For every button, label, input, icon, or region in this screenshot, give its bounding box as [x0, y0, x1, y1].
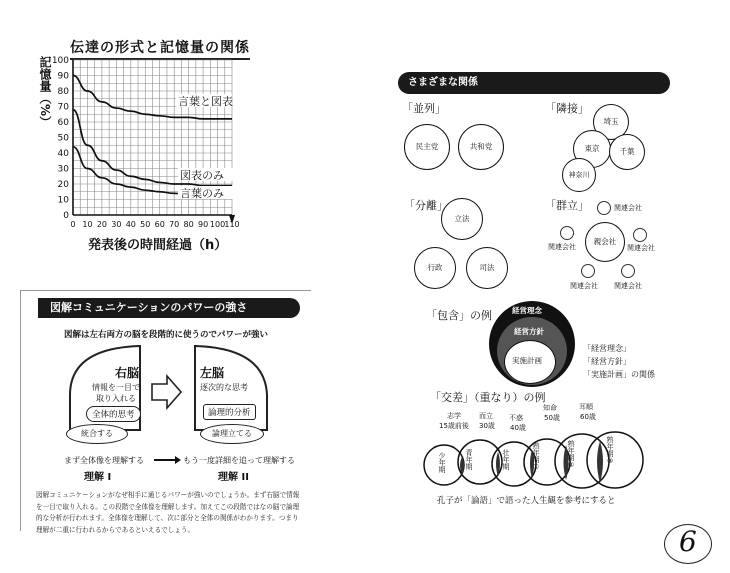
period-label: 壮年期 [502, 449, 510, 470]
understanding-2: 理解 II [218, 472, 249, 483]
y-tick-label: 0 [63, 211, 69, 221]
gunritsu-sub-label: 関連会社 [614, 204, 642, 212]
age-value: 15歳前後 [439, 422, 469, 430]
age-value: 60歳 [580, 413, 596, 421]
heiretsu-label: 「並列」 [402, 102, 446, 115]
gunritsu-center: 親会社 [585, 222, 625, 262]
y-tick-label: 90 [57, 71, 69, 82]
bunri-circle-a: 立法 [441, 198, 483, 240]
rinsetsu-chiba: 千葉 [609, 134, 645, 170]
period-label: 熟年期② [567, 440, 575, 469]
x-tick-label: 70 [169, 220, 180, 229]
hougan-note-2: 「経営方針」 [583, 357, 631, 366]
left-brain-title: 左脳 [200, 366, 225, 380]
gunritsu-sub-circle [597, 201, 611, 215]
y-tick-label: 40 [57, 149, 69, 159]
step-arrow [154, 459, 176, 461]
x-tick-label: 0 [70, 220, 76, 229]
zukai-subtitle: 図解は左右両方の脳を段階的に使うのでパワーが強い [64, 330, 269, 340]
series-label: 言葉のみ [180, 187, 224, 200]
age-name: 志学 [447, 412, 461, 420]
kousa-label: 「交差」（重なり）の例 [430, 391, 546, 404]
chart-ylabel: 記憶量（%） [38, 56, 52, 129]
y-tick-label: 100 [51, 56, 69, 66]
gunritsu-sub-label: 関連会社 [548, 243, 576, 251]
x-tick-label: 110 [224, 220, 240, 229]
gunritsu-sub-label: 関連会社 [627, 244, 655, 252]
understanding-1: 理解 I [84, 472, 112, 483]
rinsetsu-saitama: 埼玉 [593, 104, 629, 140]
rinsetsu-tokyo: 東京 [573, 130, 611, 168]
hougan-label: 「包含」の例 [426, 309, 492, 322]
bunri-circle-c: 司法 [466, 247, 508, 289]
hougan-outer-label: 経営理念 [512, 306, 542, 315]
right-brain-bottom: 統合する [66, 424, 128, 444]
x-tick-label: 30 [111, 220, 122, 229]
kousa-caption: 孔子が「論語」で語った人生観を参考にすると [437, 496, 616, 506]
arrow-icon [152, 376, 181, 408]
gunritsu-label: 「群立」 [545, 199, 589, 212]
x-tick-label: 100 [209, 220, 226, 229]
left-brain-box: 論理的分析 [203, 404, 256, 420]
x-tick-label: 90 [197, 220, 209, 229]
right-brain-title: 右脳 [115, 366, 140, 380]
y-tick-label: 10 [57, 195, 69, 206]
gunritsu-sub-circle [581, 264, 595, 278]
age-name: 而立 [479, 412, 493, 420]
y-tick-label: 20 [57, 180, 69, 190]
rinsetsu-label: 「隣接」 [545, 102, 589, 115]
chart-title: 伝達の形式と記憶量の関係 [70, 37, 250, 60]
x-tick-label: 20 [96, 220, 108, 229]
x-tick-label: 40 [125, 220, 136, 229]
page-number: 6 [679, 525, 697, 558]
gunritsu-sub-circle [621, 264, 635, 278]
y-tick-label: 30 [57, 164, 69, 175]
bunri-circle-b: 行政 [414, 247, 456, 289]
right-brain-desc1: 情報を一目で [92, 383, 140, 392]
series-label: 言葉と図表 [178, 95, 233, 108]
heiretsu-circle-b: 共和党 [458, 124, 504, 170]
left-brain-bottom: 論理立てる [200, 424, 264, 444]
left-brain-desc: 逐次的な思考 [200, 383, 248, 392]
period-label: 青年期 [465, 449, 473, 470]
x-tick-label: 50 [140, 220, 151, 229]
step1-text: まず全体像を理解する [64, 456, 144, 465]
gunritsu-sub-circle [560, 226, 574, 240]
age-name: 不惑 [509, 414, 523, 422]
x-tick-label: 60 [154, 220, 165, 229]
chart-xlabel: 発表後の時間経過（h） [88, 238, 228, 253]
y-tick-label: 80 [57, 87, 69, 97]
age-value: 30歳 [479, 422, 495, 430]
zukai-title: 図解コミュニケーションのパワーの強さ [38, 298, 300, 318]
period-label: 熟年期① [532, 442, 540, 471]
gunritsu-sub-circle [633, 228, 647, 242]
relations-title: さまざまな関係 [398, 72, 670, 94]
hougan-mid-label: 経営方針 [514, 327, 544, 336]
gunritsu-sub-label: 関連会社 [614, 282, 642, 290]
step2-text: もう一度詳細を追って理解する [183, 456, 295, 465]
age-value: 40歳 [510, 424, 526, 432]
hougan-note-3: 「実施計画」の関係 [583, 370, 655, 379]
rinsetsu-kanagawa: 神奈川 [562, 158, 596, 192]
period-label: 少年期 [438, 452, 446, 473]
right-brain-desc2: 取り入れる [96, 394, 136, 403]
y-tick-label: 60 [57, 118, 69, 128]
zukai-paragraph: 図解コミュニケーションがなぜ相手に通じるパワーが強いのでしょうか。まず右脳で情報を一目で取り入れる。この段階で全体像を理解します。加えてこの段階ではなの脳で論理的な分析が行われます。全体像を理解して、次に部分と全体の関係がわかります。つまり理解が二重に行われるからであるといえるでしょう。 [36, 491, 300, 534]
age-name: 耳順 [579, 403, 593, 411]
line-chart [40, 50, 250, 260]
hougan-note-1: 「経営理念」 [583, 344, 631, 353]
x-tick-label: 80 [183, 220, 194, 229]
age-value: 50歳 [544, 414, 560, 422]
heiretsu-circle-a: 民主党 [404, 124, 450, 170]
age-name: 知命 [543, 404, 557, 412]
period-label: 熟年期③ [606, 436, 614, 465]
y-tick-label: 50 [57, 133, 69, 144]
hougan-inner-label: 実施計画 [512, 356, 542, 365]
gunritsu-sub-label: 関連会社 [570, 282, 598, 290]
x-tick-label: 10 [82, 220, 93, 229]
series-label: 図表のみ [180, 169, 224, 182]
step-arrow-head [175, 456, 181, 464]
bunri-label: 「分離」 [404, 199, 448, 212]
right-brain-box: 全体的思考 [86, 406, 141, 422]
y-tick-label: 70 [57, 102, 69, 113]
